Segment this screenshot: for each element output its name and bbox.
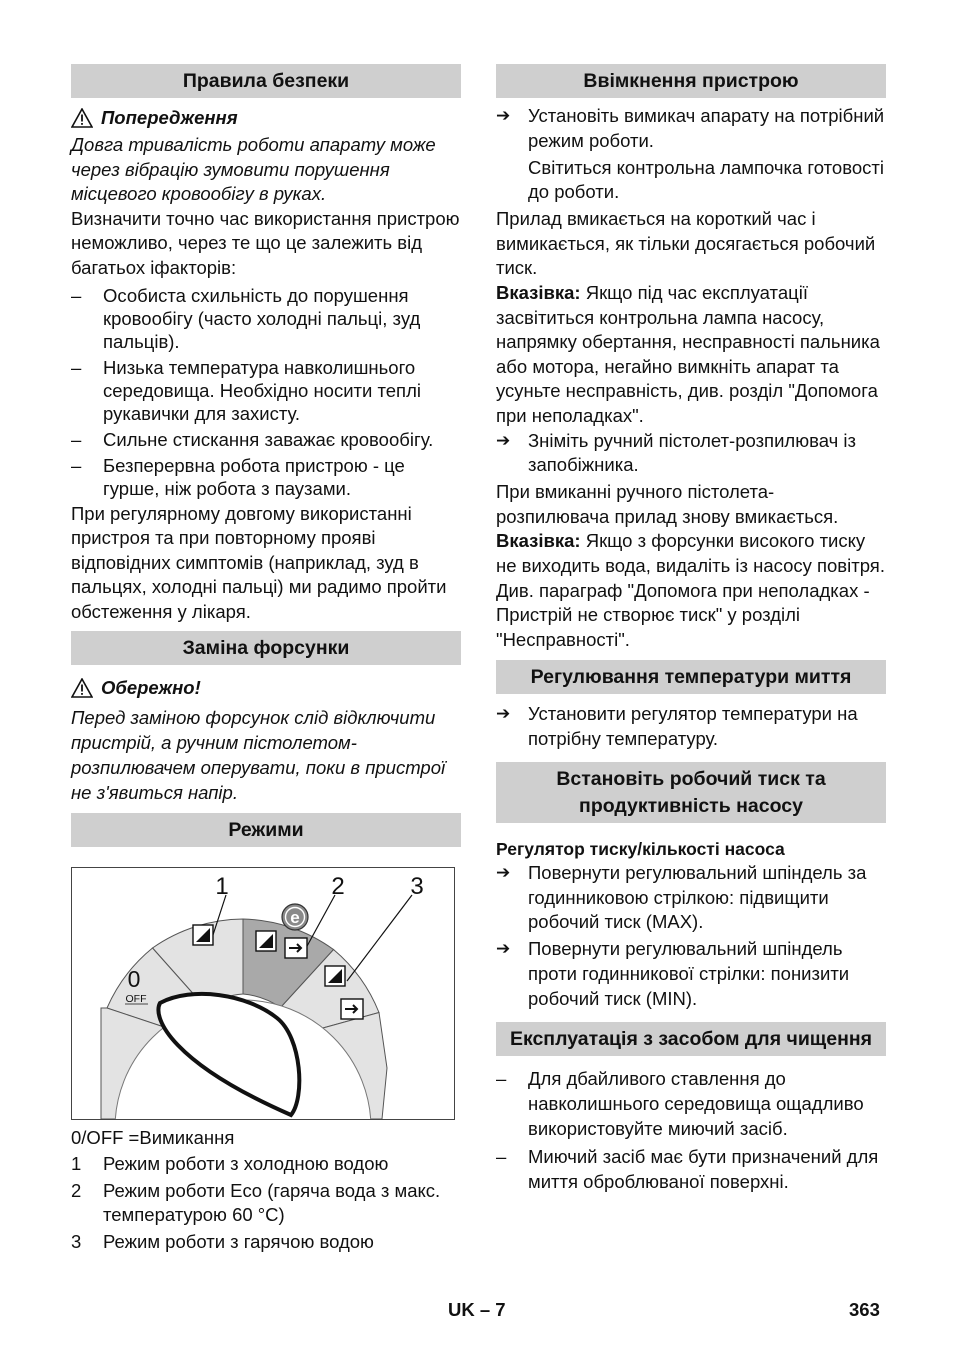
note-paragraph-1: Вказівка: Якщо під час експлуатації засвітиться контрольна лампа насосу, напрямку обертання, несправності пальника або мотора, негайно вимкніть апарат та усуньте несправність, див. розділ "Допомога при неполадках".: [496, 281, 880, 426]
dash-marker: –: [71, 454, 82, 476]
pressure-header: Встановіть робочий тиск та продуктивність насосу: [496, 762, 886, 823]
caution-triangle-icon: [71, 678, 93, 698]
mode-dial-figure: [71, 867, 455, 1120]
list-item: – Сильне стискання заважає кровообігу.: [71, 428, 434, 450]
legend-row: 3 Режим роботи з гарячою водою: [71, 1230, 374, 1252]
warning-triangle-icon: [71, 108, 93, 128]
modes-header: Режими: [71, 813, 461, 847]
dial-label-2: 2: [331, 872, 345, 900]
start-header: Ввімкнення пристрою: [496, 64, 886, 98]
arrow-icon: ➔: [496, 430, 511, 450]
warning-row: [71, 107, 461, 129]
legend-row: 1 Режим роботи з холодною водою: [71, 1153, 389, 1175]
dial-label-3: 3: [410, 872, 424, 900]
note-label: Вказівка:: [496, 530, 581, 552]
page-number: 363: [849, 1299, 880, 1320]
warning-label: Попередження: [101, 107, 238, 128]
legend-off-row: [71, 1126, 461, 1151]
dash-marker: –: [496, 1067, 507, 1089]
start-paragraph: Прилад вмикається на короткий час і вимикається, як тільки досягається робочий тиск.: [496, 208, 876, 279]
step-item: ➔ Установіть вимикач апарату на потрібний режим роботи.: [496, 104, 886, 154]
step-item: ➔ Повернути регулювальний шпіндель проти годинникової стрілки: понизити робочий тиск (MIN).: [496, 937, 886, 1011]
factor-list: [71, 284, 461, 500]
arrow-icon: ➔: [496, 862, 511, 882]
right-column: [496, 64, 886, 1194]
mode-dial-diagram: [72, 868, 454, 1119]
step-item: ➔ Установити регулятор температури на потрібну температуру.: [496, 702, 886, 752]
list-item: – Для дбайливого ставлення до навколишнього середовища ощадливо використовуйте миючий засіб.: [496, 1067, 864, 1139]
arrow-icon: ➔: [496, 106, 511, 125]
warning-text: Довга тривалість роботи апарату може через вібрацію зумовити порушення місцевого кровообігу в руках.: [71, 134, 436, 205]
list-item: – Особиста схильність до порушення кровообігу (часто холодні пальці, зуд пальців).: [71, 284, 421, 352]
left-column: [71, 64, 461, 1255]
caution-label: Обережно!: [101, 676, 201, 698]
dash-marker: –: [71, 284, 82, 306]
step-item: ➔ Зніміть ручний пістолет-розпилювач із запобіжника.: [496, 429, 886, 479]
eco-label: e: [290, 907, 300, 927]
pressure-subheading: Регулятор тиску/кількості насоса: [496, 838, 785, 859]
temperature-header: Регулювання температури миття: [496, 660, 886, 694]
dial-label-off: OFF: [125, 992, 147, 1005]
list-item: – Миючий засіб має бути призначений для миття оброблюваної поверхні.: [496, 1145, 879, 1192]
legend-row: 2 Режим роботи Eco (гаряча вода з макс. температурою 60 °C): [71, 1179, 441, 1226]
caution-row: [71, 677, 461, 699]
dial-label-0: 0: [127, 965, 141, 992]
dash-marker: –: [496, 1145, 507, 1167]
legend-off-value: Вимикання: [139, 1126, 235, 1148]
dial-label-1: 1: [215, 872, 229, 900]
restart-paragraph: При вмиканні ручного пістолета-розпилювача прилад знову вмикається.: [496, 481, 839, 527]
note-label: Вказівка:: [496, 281, 581, 303]
dash-marker: –: [71, 356, 82, 378]
page-label: UK – 7: [448, 1299, 506, 1320]
note-paragraph-2: Вказівка: Якщо з форсунки високого тиску не виходить вода, видаліть із насосу повітря. Див. параграф "Допомога при неполадках - Пристрій не створює тиск" у розділі "Несправності".: [496, 530, 885, 650]
arrow-icon: ➔: [496, 939, 511, 959]
step-note: Світиться контрольна лампочка готовості до роботи.: [528, 156, 884, 203]
safety-header: Правила безпеки: [71, 64, 461, 98]
nozzle-header: Заміна форсунки: [71, 631, 461, 665]
list-item: – Низька температура навколишнього середовища. Необхідно носити теплі рукавички для захисту.: [71, 356, 421, 424]
caution-text: Перед заміною форсунок слід відключити пристрій, а ручним пістолетом-розпилювачем оперувати, поки в пристрої не з'явиться напір.: [71, 706, 446, 803]
advice-text: При регулярному довгому використанні пристроя та при повторному прояві відповідних симптомів (наприклад, зуд в пальцях, холодні пальці) ми радимо пройти обстеження у лікаря.: [71, 502, 447, 622]
step-item: ➔ Повернути регулювальний шпіндель за годинниковою стрілкою: підвищити робочий тиск (MAX).: [496, 861, 886, 935]
mode-legend: [71, 1126, 461, 1255]
intro-text: Визначити точно час використання пристрою неможливо, через те що це залежить від багатьох іфакторів:: [71, 207, 460, 278]
detergent-header: Експлуатація з засобом для чищення: [496, 1022, 886, 1056]
legend-off-key: 0/OFF =: [71, 1126, 140, 1148]
cold-water-icon: [193, 925, 213, 945]
list-item: – Безперервна робота пристрою - це гурше, ніж робота з паузами.: [71, 454, 405, 499]
dash-marker: –: [71, 428, 82, 450]
arrow-icon: ➔: [496, 704, 511, 724]
